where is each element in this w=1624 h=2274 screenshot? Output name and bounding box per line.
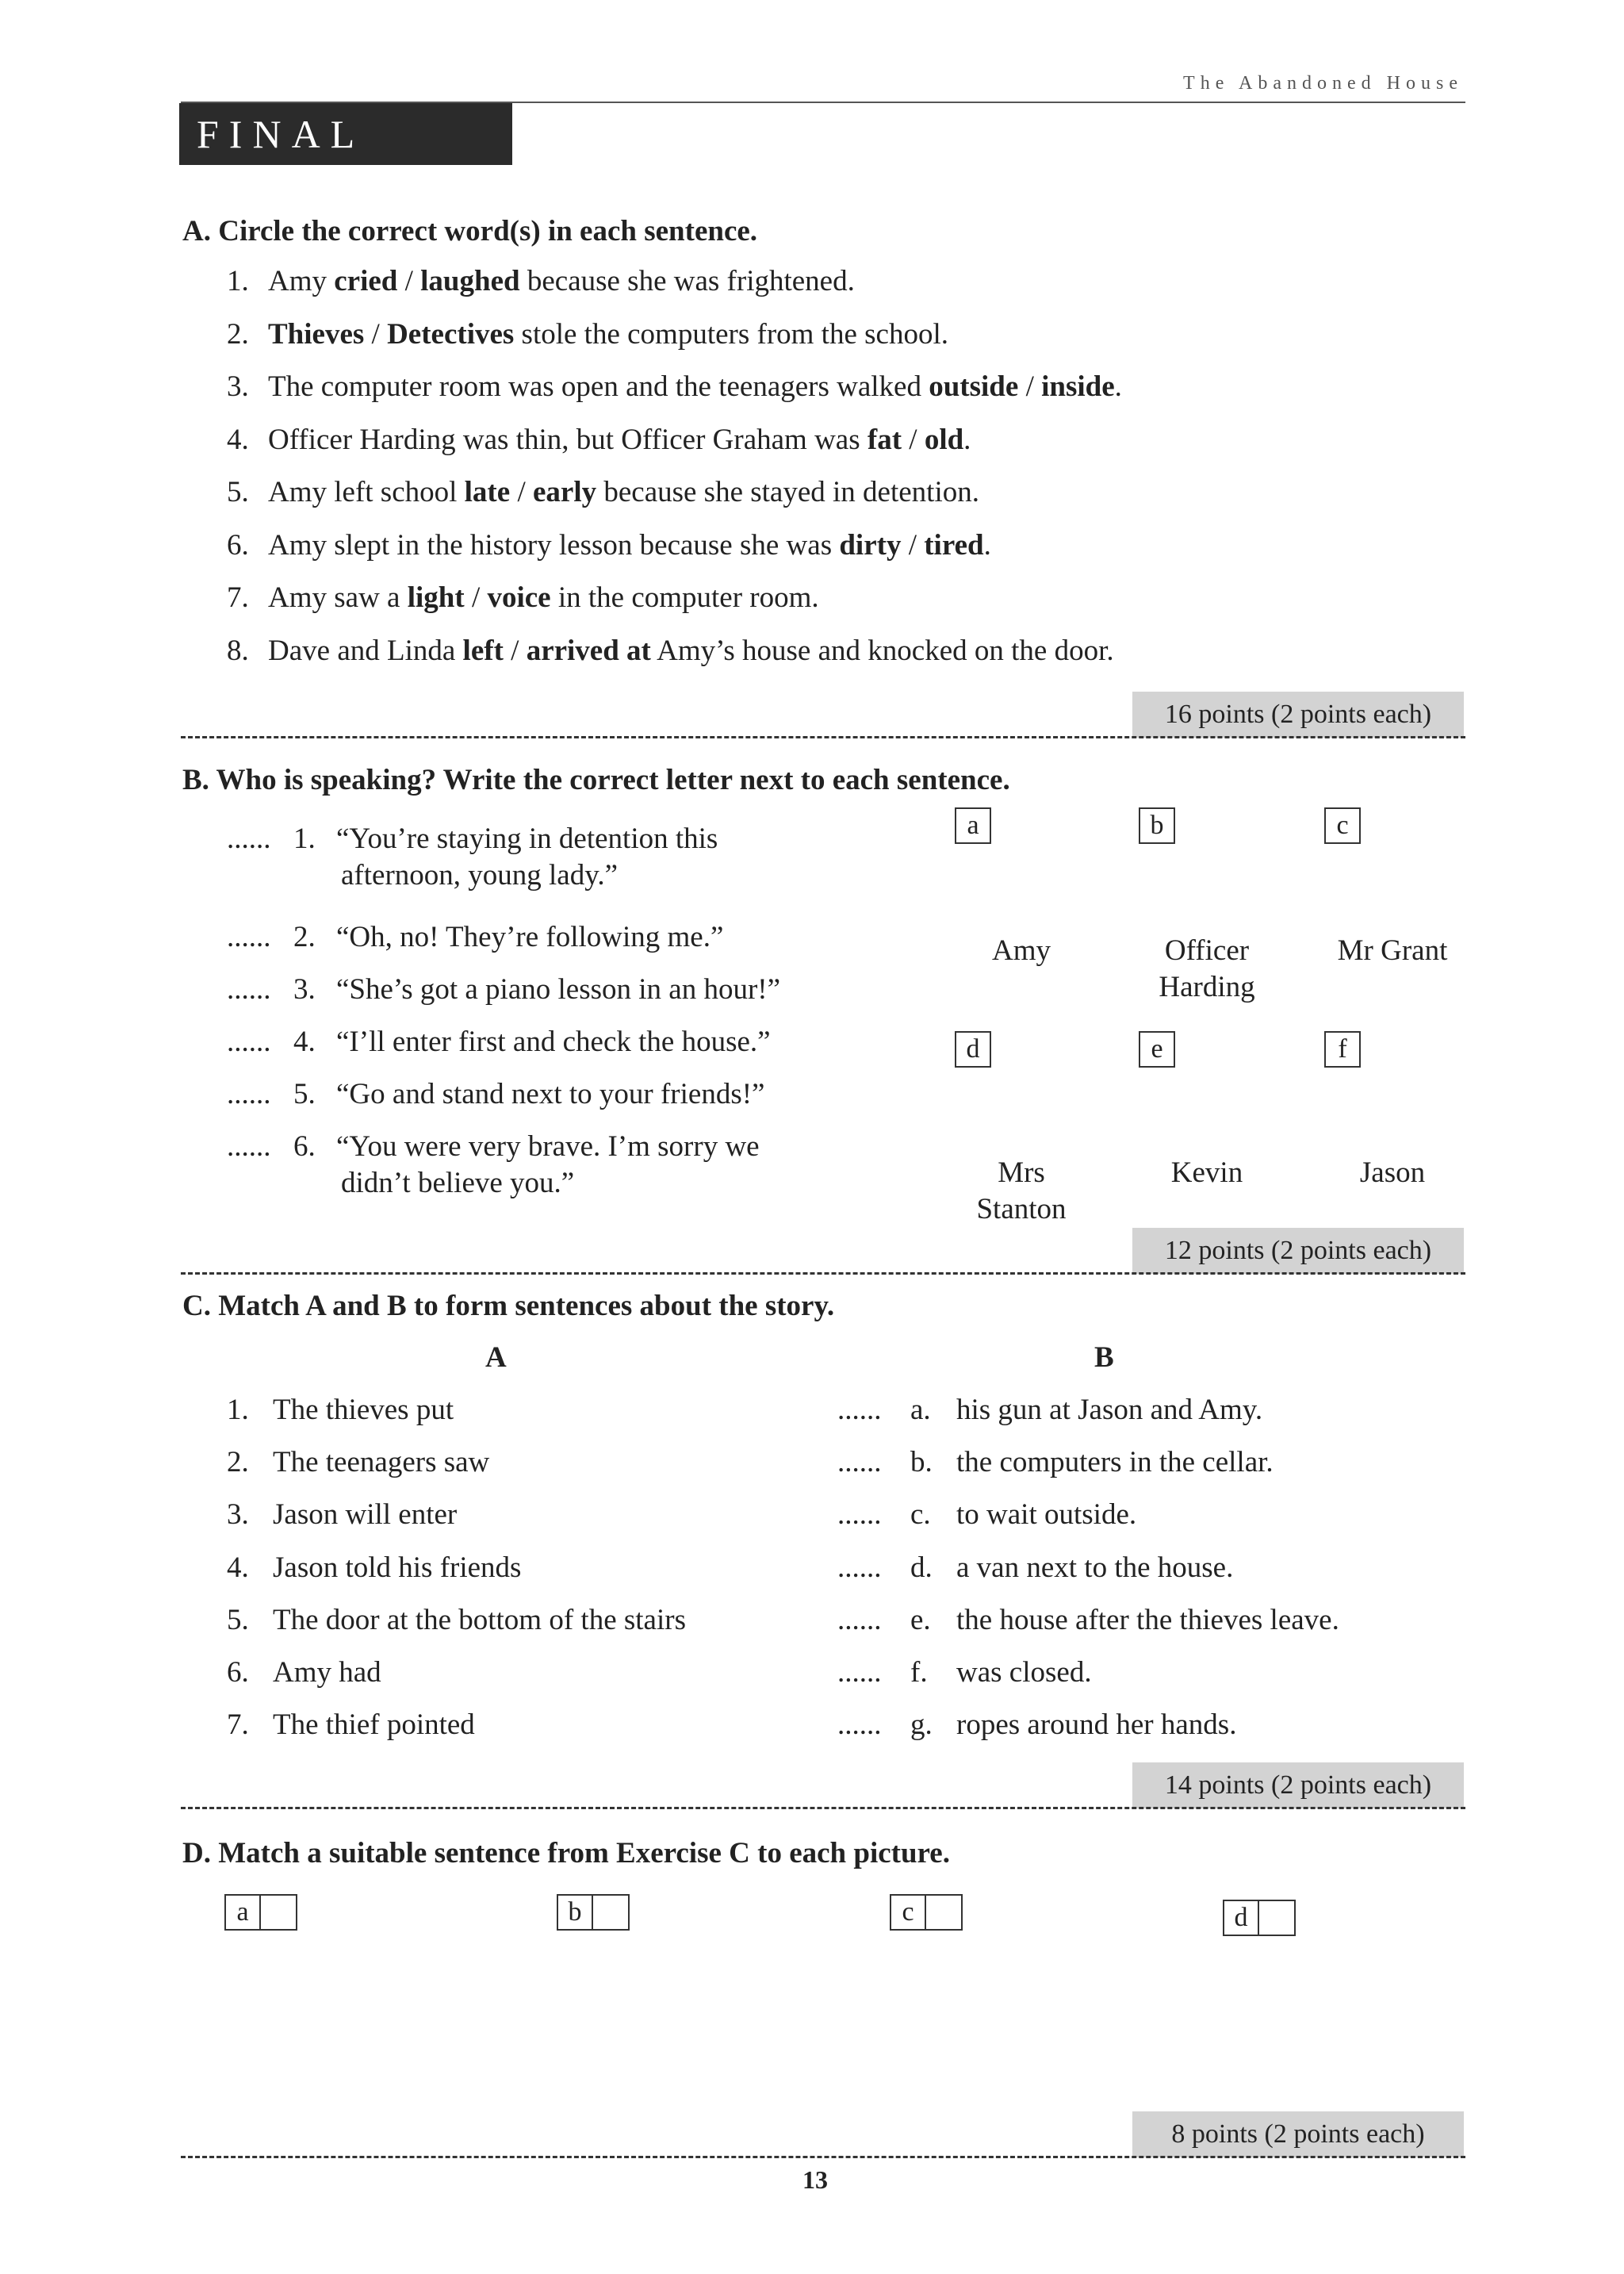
sentence-text: in the computer room. xyxy=(550,581,819,614)
answer-blank[interactable]: ...... xyxy=(227,921,271,953)
word-choice[interactable]: tired xyxy=(924,528,984,562)
answer-blank[interactable]: ...... xyxy=(227,1078,271,1110)
speech-line: afternoon, young lady.” xyxy=(341,859,618,892)
sentence-text: Amy xyxy=(268,265,335,297)
column-b-letter: e. xyxy=(910,1603,931,1636)
column-a-text: Jason told his friends xyxy=(273,1551,522,1584)
picture-letter-box: a xyxy=(955,807,991,844)
column-b-text: the house after the thieves leave. xyxy=(956,1603,1339,1636)
sentence-text: Officer Harding was thin, but Officer Graham was xyxy=(268,423,868,456)
character-name: Amy xyxy=(992,934,1051,967)
section-c-points: 14 points (2 points each) xyxy=(1132,1762,1464,1808)
running-title: The Abandoned House xyxy=(1183,73,1463,94)
word-choice[interactable]: Thieves xyxy=(268,317,365,351)
speech-line: “I’ll enter first and check the house.” xyxy=(336,1026,771,1058)
match-blank[interactable]: ...... xyxy=(837,1603,882,1636)
sentence-text: / xyxy=(901,528,925,562)
sentence-a-8 xyxy=(227,634,1114,668)
word-choice[interactable]: dirty xyxy=(839,528,902,562)
column-b-letter: g. xyxy=(910,1708,933,1742)
word-choice[interactable]: inside xyxy=(1041,370,1115,403)
sentence-text: . xyxy=(1114,370,1122,403)
word-choice[interactable]: early xyxy=(532,476,597,508)
column-a-number: 3. xyxy=(227,1498,249,1532)
picture-letter-box: b xyxy=(1139,807,1175,844)
match-blank[interactable]: ...... xyxy=(837,1498,882,1532)
section-b-heading: B. Who is speaking? Write the correct letter next to each sentence. xyxy=(182,764,1010,796)
sentence-text: / xyxy=(464,581,488,614)
column-a-number: 7. xyxy=(227,1708,249,1742)
sentence-a-4 xyxy=(227,423,971,457)
column-a-text: Amy had xyxy=(273,1656,381,1689)
column-b-text: was closed. xyxy=(956,1656,1092,1689)
sentence-text: Dave and Linda xyxy=(268,634,463,667)
column-b-text: a van next to the house. xyxy=(956,1551,1234,1584)
speech-line: “Oh, no! They’re following me.” xyxy=(336,921,724,953)
page-number: 13 xyxy=(802,2165,828,2194)
section-d-points: 8 points (2 points each) xyxy=(1132,2111,1464,2157)
sentence-a-3 xyxy=(227,370,1122,404)
sentence-number: 6. xyxy=(227,528,249,562)
picture-letter: c xyxy=(890,1894,926,1931)
answer-blank[interactable]: ...... xyxy=(227,823,271,855)
answer-cell[interactable] xyxy=(1259,1900,1296,1936)
speech-number: 5. xyxy=(293,1078,316,1110)
picture-letter: d xyxy=(1223,1900,1259,1936)
speech-number: 1. xyxy=(293,823,316,855)
match-blank[interactable]: ...... xyxy=(837,1708,882,1742)
picture-letter-box: d xyxy=(955,1031,991,1068)
word-choice[interactable]: voice xyxy=(487,581,551,614)
column-a-number: 6. xyxy=(227,1656,249,1689)
sentence-text: The computer room was open and the teenagers walked xyxy=(268,370,929,403)
picture-answer-box[interactable] xyxy=(890,1894,963,1931)
match-blank[interactable]: ...... xyxy=(837,1656,882,1689)
speech-number: 6. xyxy=(293,1130,316,1163)
column-b-text: the computers in the cellar. xyxy=(956,1446,1274,1479)
sentence-number: 8. xyxy=(227,634,249,667)
sentence-a-6 xyxy=(227,528,991,562)
sentence-text: / xyxy=(397,265,421,297)
match-blank[interactable]: ...... xyxy=(837,1446,882,1479)
section-d-heading: D. Match a suitable sentence from Exercise C to each picture. xyxy=(182,1837,950,1869)
character-name: Officer xyxy=(1164,934,1250,967)
column-a-number: 5. xyxy=(227,1603,249,1636)
character-name: Stanton xyxy=(976,1193,1067,1225)
picture-answer-box[interactable] xyxy=(224,1894,297,1931)
picture-letter-box: e xyxy=(1139,1031,1175,1068)
section-a-heading: A. Circle the correct word(s) in each sentence. xyxy=(182,215,758,247)
speech-number: 4. xyxy=(293,1026,316,1058)
column-b-text: to wait outside. xyxy=(956,1498,1137,1532)
sentence-text: . xyxy=(963,423,971,456)
word-choice[interactable]: fat xyxy=(867,423,902,456)
sentence-text: / xyxy=(503,634,527,667)
column-b-letter: c. xyxy=(910,1498,931,1532)
picture-answer-box[interactable] xyxy=(557,1894,630,1931)
speech-number: 2. xyxy=(293,921,316,953)
sentence-text: . xyxy=(983,528,991,562)
sentence-number: 7. xyxy=(227,581,249,614)
speech-line: didn’t believe you.” xyxy=(341,1167,575,1199)
column-b-letter: f. xyxy=(910,1656,928,1689)
word-choice[interactable]: arrived at xyxy=(526,634,651,667)
match-blank[interactable]: ...... xyxy=(837,1551,882,1584)
match-blank[interactable]: ...... xyxy=(837,1394,882,1426)
section-c-heading: C. Match A and B to form sentences about the story. xyxy=(182,1290,835,1322)
picture-letter: a xyxy=(224,1894,261,1931)
sentence-text: Amy slept in the history lesson because she was xyxy=(268,528,840,562)
sentence-text: / xyxy=(364,317,388,351)
column-a-text: The teenagers saw xyxy=(273,1446,490,1479)
section-a-divider xyxy=(181,736,1465,738)
column-a-text: Jason will enter xyxy=(273,1498,458,1532)
speech-line: “You’re staying in detention this xyxy=(336,823,718,855)
answer-blank[interactable]: ...... xyxy=(227,1026,271,1058)
speech-line: “You were very brave. I’m sorry we xyxy=(336,1130,760,1163)
column-a-number: 4. xyxy=(227,1551,249,1584)
sentence-number: 1. xyxy=(227,265,249,297)
sentence-a-1 xyxy=(227,264,855,298)
answer-cell[interactable] xyxy=(593,1894,630,1931)
answer-cell[interactable] xyxy=(261,1894,297,1931)
sentence-text: Amy’s house and knocked on the door. xyxy=(650,634,1114,667)
sentence-text: because she stayed in detention. xyxy=(596,476,979,508)
sentence-text: / xyxy=(902,423,925,456)
word-choice[interactable]: cried xyxy=(334,265,398,297)
section-b-points: 12 points (2 points each) xyxy=(1132,1228,1464,1274)
column-b-letter: b. xyxy=(910,1446,933,1479)
character-name: Jason xyxy=(1359,1156,1426,1189)
column-a-label: A xyxy=(485,1341,507,1374)
sentence-number: 2. xyxy=(227,317,249,351)
answer-cell[interactable] xyxy=(926,1894,963,1931)
sentence-a-7 xyxy=(227,581,819,615)
column-a-text: The thief pointed xyxy=(273,1708,475,1742)
sentence-text: stole the computers from the school. xyxy=(514,317,948,351)
sentence-number: 5. xyxy=(227,476,249,508)
sentence-a-5 xyxy=(227,475,979,509)
picture-answer-box[interactable] xyxy=(1223,1900,1296,1936)
column-a-text: The door at the bottom of the stairs xyxy=(273,1603,686,1636)
picture-letter-box: f xyxy=(1324,1031,1361,1068)
speech-number: 3. xyxy=(293,973,316,1006)
column-a-number: 2. xyxy=(227,1446,249,1479)
sentence-text: because she was frightened. xyxy=(519,265,855,297)
column-b-label: B xyxy=(1094,1341,1114,1374)
speech-line: “Go and stand next to your friends!” xyxy=(336,1078,765,1110)
column-b-letter: a. xyxy=(910,1394,931,1426)
column-b-text: ropes around her hands. xyxy=(956,1708,1237,1742)
column-a-number: 1. xyxy=(227,1394,249,1426)
word-choice[interactable]: left xyxy=(462,634,504,667)
character-name: Mr Grant xyxy=(1337,934,1448,967)
sentence-text: Amy saw a xyxy=(268,581,408,614)
section-c-divider xyxy=(181,1807,1465,1809)
sentence-text: / xyxy=(510,476,533,508)
column-b-letter: d. xyxy=(910,1551,933,1584)
column-b-text: his gun at Jason and Amy. xyxy=(956,1394,1263,1426)
word-choice[interactable]: light xyxy=(407,581,465,614)
character-name: Kevin xyxy=(1170,1156,1243,1189)
answer-blank[interactable]: ...... xyxy=(227,1130,271,1163)
word-choice[interactable]: laughed xyxy=(420,265,520,297)
word-choice[interactable]: late xyxy=(464,476,511,508)
section-a-points: 16 points (2 points each) xyxy=(1132,692,1464,738)
sentence-a-2 xyxy=(227,317,948,351)
picture-letter: b xyxy=(557,1894,593,1931)
picture-letter-box: c xyxy=(1324,807,1361,844)
section-b-divider xyxy=(181,1272,1465,1275)
word-choice[interactable]: Detectives xyxy=(387,317,515,351)
column-a-text: The thieves put xyxy=(273,1394,454,1426)
word-choice[interactable]: outside xyxy=(929,370,1019,403)
character-name: Mrs xyxy=(998,1156,1045,1189)
sentence-number: 3. xyxy=(227,370,249,403)
test-title: FINAL TEST xyxy=(179,103,512,165)
speech-line: “She’s got a piano lesson in an hour!” xyxy=(336,973,781,1006)
sentence-text: Amy left school xyxy=(268,476,465,508)
character-name: Harding xyxy=(1159,971,1255,1003)
section-d-divider xyxy=(181,2156,1465,2158)
word-choice[interactable]: old xyxy=(924,423,964,456)
answer-blank[interactable]: ...... xyxy=(227,973,271,1006)
sentence-text: / xyxy=(1018,370,1042,403)
sentence-number: 4. xyxy=(227,423,249,456)
